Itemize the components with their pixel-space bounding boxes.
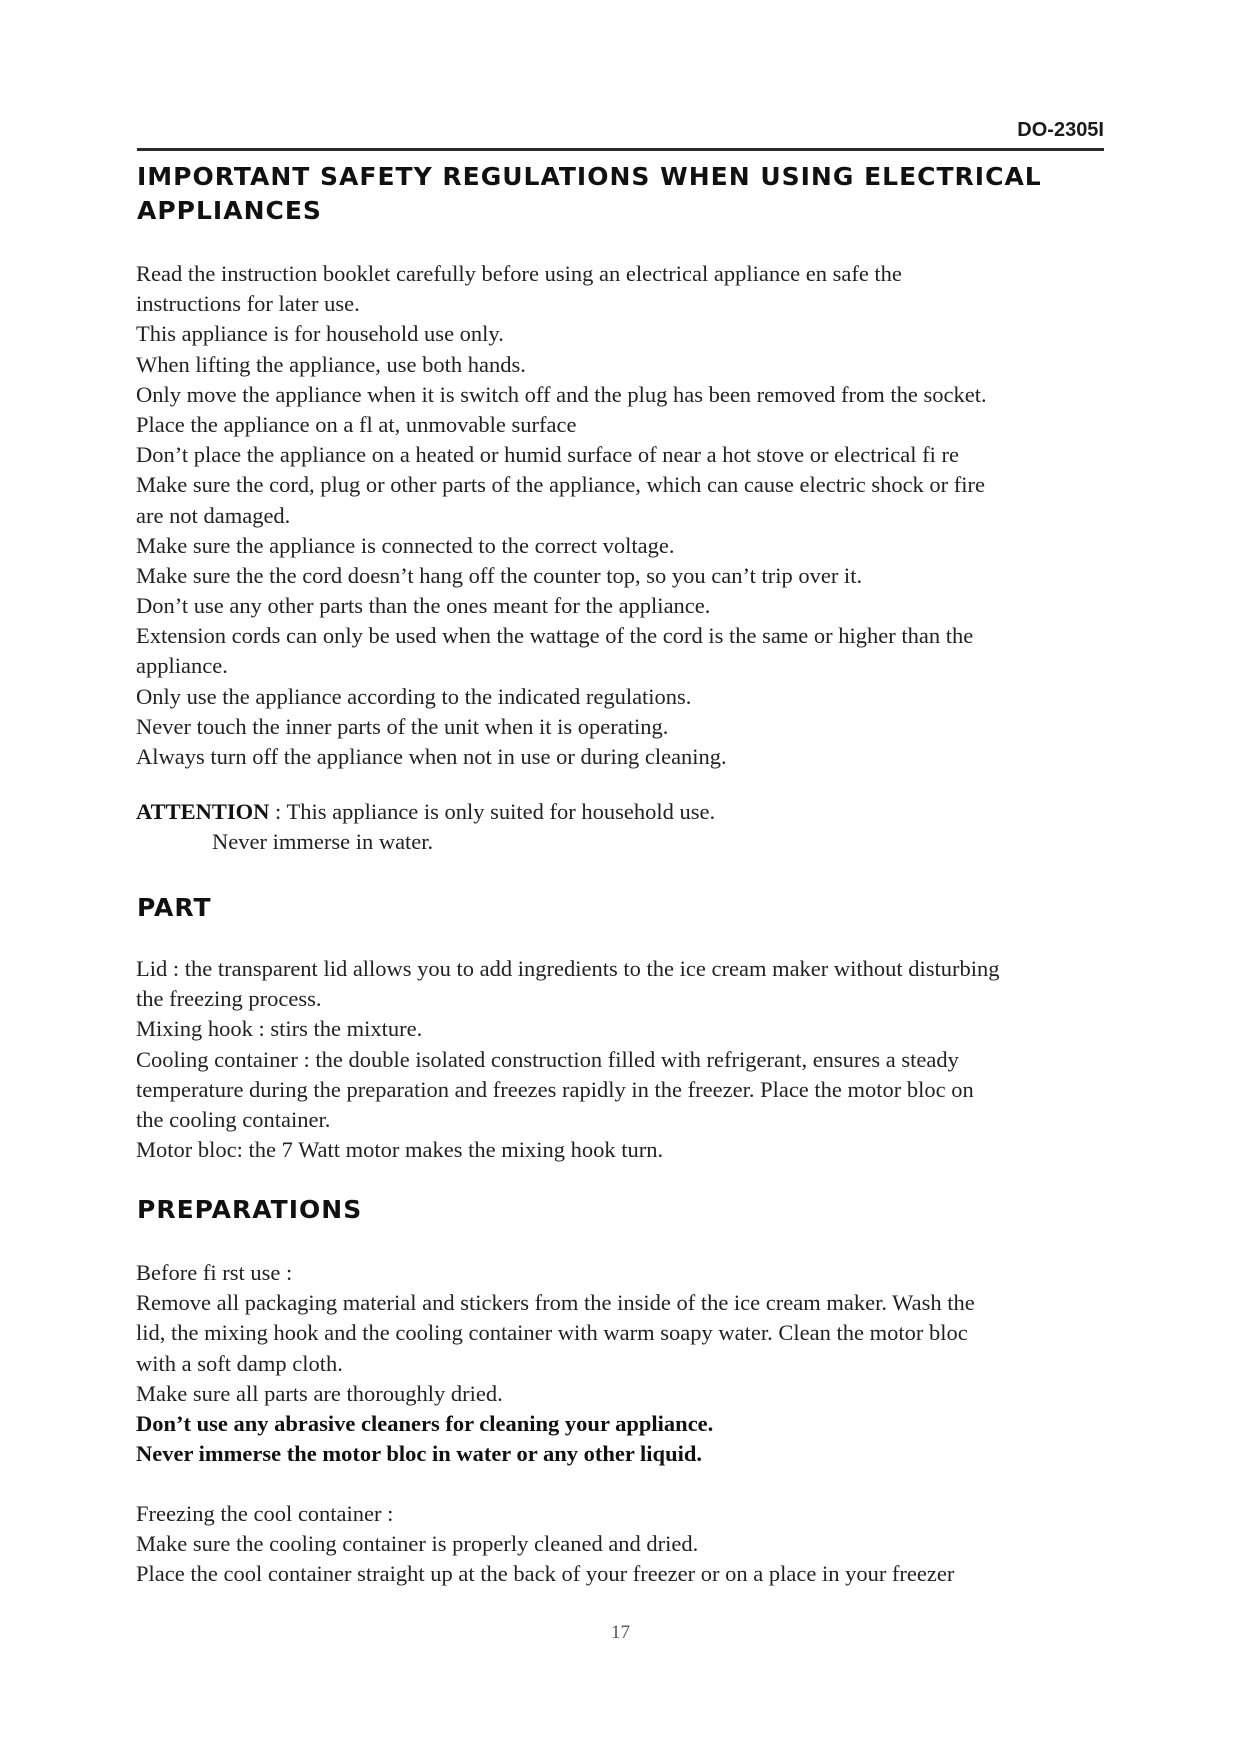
safety-line: Only use the appliance according to the indicated regulations. xyxy=(136,683,692,709)
freezing-line: Freezing the cool container : xyxy=(136,1501,394,1526)
part-line: Lid : the transparent lid allows you to add ingredients to the ice cream maker without disturbing xyxy=(136,956,1000,981)
prep-line: lid, the mixing hook and the cooling container with warm soapy water. Clean the motor bloc xyxy=(136,1320,968,1346)
part-line: the freezing process. xyxy=(136,986,322,1012)
part-line: Motor bloc: the 7 Watt motor makes the mixing hook turn. xyxy=(136,1137,664,1163)
part-line: the cooling container. xyxy=(136,1106,331,1132)
prep-line: Remove all packaging material and stickers from the inside of the ice cream maker. Wash the xyxy=(136,1290,975,1316)
attention-line xyxy=(136,797,1126,827)
freezing-line: Make sure the cooling container is properly cleaned and dried. xyxy=(136,1531,699,1557)
preparations-list xyxy=(136,1258,1126,1469)
part-line: Cooling container : the double isolated construction filled with refrigerant, ensures a steady xyxy=(136,1046,959,1072)
page-number: 17 xyxy=(611,1622,630,1643)
prep-line: with a soft damp cloth. xyxy=(136,1350,343,1376)
page-title: IMPORTANT SAFETY REGULATIONS WHEN USING ELECTRICAL APPLIANCES xyxy=(137,162,1042,225)
freezing-list xyxy=(136,1499,1126,1590)
attention-text: : This appliance is only suited for household use. xyxy=(269,799,716,824)
safety-line: appliance. xyxy=(136,653,228,679)
safety-line: Make sure the cord, plug or other parts of the appliance, which can cause electric shock or fire xyxy=(136,472,986,498)
safety-line: Never touch the inner parts of the unit when it is operating. xyxy=(136,713,669,739)
section-title-preparations: PREPARATIONS xyxy=(137,1195,363,1224)
section-title-part: PART xyxy=(137,893,212,922)
part-list xyxy=(136,954,1126,1165)
safety-line: Make sure the the cord doesn’t hang off the counter top, so you can’t trip over it. xyxy=(136,562,863,588)
safety-line: are not damaged. xyxy=(136,502,291,528)
safety-line: Don’t use any other parts than the ones meant for the appliance. xyxy=(136,593,711,619)
safety-line: This appliance is for household use only. xyxy=(136,321,504,347)
safety-line: Don’t place the appliance on a heated or humid surface of near a hot stove or electrical fi re xyxy=(136,442,959,468)
safety-line: Read the instruction booklet carefully before using an electrical appliance en safe the xyxy=(136,261,902,286)
part-line: temperature during the preparation and freezes rapidly in the freezer. Place the motor bloc on xyxy=(136,1076,974,1102)
safety-line: instructions for later use. xyxy=(136,291,360,317)
attention-note xyxy=(136,797,1126,857)
safety-line: When lifting the appliance, use both hands. xyxy=(136,351,526,377)
part-line: Mixing hook : stirs the mixture. xyxy=(136,1016,423,1042)
prep-line: Before fi rst use : xyxy=(136,1260,293,1285)
attention-label: ATTENTION xyxy=(136,799,270,824)
safety-line: Only move the appliance when it is switch off and the plug has been removed from the socket. xyxy=(136,381,987,407)
header-rule xyxy=(137,148,1104,151)
prep-line: Make sure all parts are thoroughly dried. xyxy=(136,1380,503,1406)
safety-line: Extension cords can only be used when the wattage of the cord is the same or higher than the xyxy=(136,623,974,649)
safety-line: Make sure the appliance is connected to the correct voltage. xyxy=(136,532,675,558)
prep-warning: Never immerse the motor bloc in water or any other liquid. xyxy=(136,1441,702,1467)
safety-line: Always turn off the appliance when not in use or during cleaning. xyxy=(136,744,727,769)
model-number: DO-2305I xyxy=(1017,119,1104,141)
safety-line: Place the appliance on a fl at, unmovable surface xyxy=(136,411,577,437)
attention-text-2: Never immerse in water. xyxy=(212,829,434,855)
safety-list xyxy=(136,259,1126,772)
freezing-line: Place the cool container straight up at the back of your freezer or on a place in your freezer xyxy=(136,1561,955,1587)
prep-warning: Don’t use any abrasive cleaners for cleaning your appliance. xyxy=(136,1410,714,1436)
